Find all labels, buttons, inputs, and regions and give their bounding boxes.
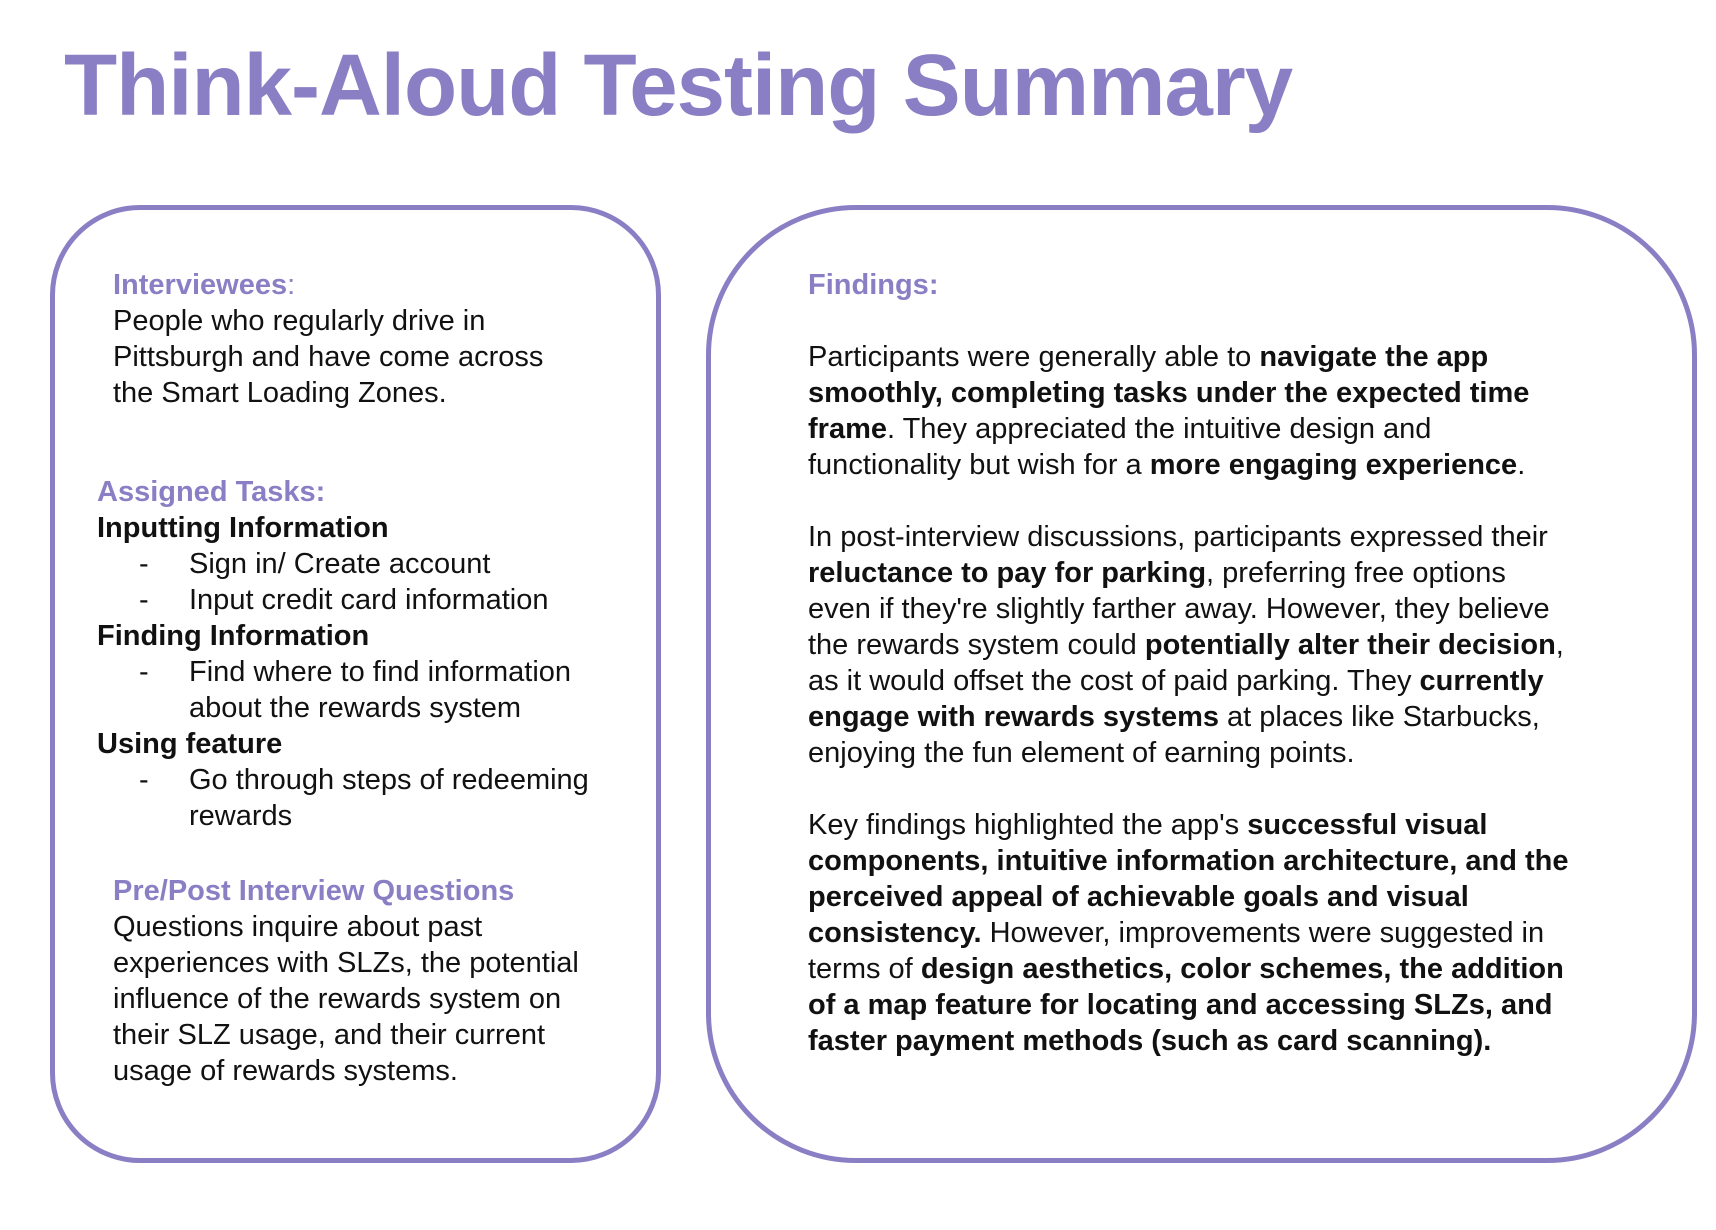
interview-questions-text — [113, 909, 643, 1089]
body-text: enjoying the fun element of earning points. — [808, 737, 1355, 769]
task-item-text — [179, 546, 490, 582]
task-item-line: Input credit card information — [189, 584, 549, 616]
body-text: as it would offset the cost of paid parking. They — [808, 665, 1420, 697]
interviewees-text — [113, 303, 643, 411]
task-item-text — [179, 762, 589, 834]
dash-bullet: - — [139, 764, 149, 796]
spacer — [808, 771, 1608, 807]
body-text: functionality but wish for a — [808, 449, 1150, 481]
task-group-title: Using feature — [97, 728, 283, 760]
body-text: Participants were generally able to — [808, 341, 1260, 373]
findings-paragraph — [808, 339, 1608, 483]
task-group-title: Inputting Information — [97, 512, 389, 544]
emphasis-text: frame — [808, 413, 887, 445]
emphasis-text: smoothly, completing tasks under the expected time — [808, 377, 1530, 409]
spacer — [808, 483, 1608, 519]
body-text: . — [1517, 449, 1526, 481]
task-item — [97, 582, 657, 618]
task-item — [97, 654, 657, 726]
body-text: . They appreciated the intuitive design and — [887, 413, 1432, 445]
emphasis-text: engage with rewards systems — [808, 701, 1219, 733]
interviewees-line: the Smart Loading Zones. — [113, 377, 447, 409]
questions-line: experiences with SLZs, the potential — [113, 947, 579, 979]
findings-paragraph — [808, 807, 1608, 1059]
interview-questions-section — [113, 873, 643, 1089]
questions-line: usage of rewards systems. — [113, 1055, 458, 1087]
emphasis-text: of a map feature for locating and accessing SLZs, and — [808, 989, 1553, 1021]
emphasis-text: navigate the app — [1259, 341, 1489, 373]
findings-heading: Findings: — [808, 269, 939, 301]
interviewees-heading-colon: : — [287, 269, 296, 301]
task-item-line: about the rewards system — [189, 692, 522, 724]
questions-line: Questions inquire about past — [113, 911, 483, 943]
body-text: In post-interview discussions, participants expressed their — [808, 521, 1548, 553]
interviewees-heading — [113, 267, 643, 303]
spacer — [808, 303, 1608, 339]
page-title: Think-Aloud Testing Summary — [64, 37, 1293, 134]
emphasis-text: perceived appeal of achievable goals and visual — [808, 881, 1469, 913]
questions-line: influence of the rewards system on — [113, 983, 562, 1015]
body-text: , — [1555, 629, 1564, 661]
task-item-line: Sign in/ Create account — [189, 548, 491, 580]
task-item-line: Go through steps of redeeming — [189, 764, 589, 796]
interviewees-section — [113, 267, 643, 411]
questions-line: their SLZ usage, and their current — [113, 1019, 546, 1051]
interviewees-line: People who regularly drive in — [113, 305, 486, 337]
emphasis-text: consistency. — [808, 917, 982, 949]
interviewees-heading-label: Interviewees — [113, 269, 288, 301]
emphasis-text: reluctance to pay for parking — [808, 557, 1207, 589]
assigned-tasks-heading: Assigned Tasks: — [97, 476, 326, 508]
body-text: Key findings highlighted the app's — [808, 809, 1248, 841]
task-group-title: Finding Information — [97, 620, 370, 652]
task-item — [97, 762, 657, 834]
task-item-text — [179, 654, 571, 726]
emphasis-text: successful visual — [1247, 809, 1488, 841]
task-item — [97, 546, 657, 582]
interview-questions-heading: Pre/Post Interview Questions — [113, 875, 515, 907]
body-text: , preferring free options — [1206, 557, 1506, 589]
emphasis-text: currently — [1419, 665, 1544, 697]
task-item-line: rewards — [189, 800, 293, 832]
emphasis-text: components, intuitive information architecture, and the — [808, 845, 1569, 877]
emphasis-text: potentially alter their decision — [1144, 629, 1556, 661]
emphasis-text: faster payment methods (such as card scanning). — [808, 1025, 1492, 1057]
body-text: even if they're slightly farther away. However, they believe — [808, 593, 1550, 625]
emphasis-text: more engaging experience — [1149, 449, 1518, 481]
assigned-tasks-section — [97, 474, 657, 834]
task-item-text — [179, 582, 548, 618]
findings-section — [808, 267, 1608, 1059]
dash-bullet: - — [139, 548, 149, 580]
dash-bullet: - — [139, 656, 149, 688]
body-text: at places like Starbucks, — [1219, 701, 1540, 733]
dash-bullet: - — [139, 584, 149, 616]
task-item-line: Find where to find information — [189, 656, 572, 688]
body-text: the rewards system could — [808, 629, 1145, 661]
findings-paragraph — [808, 519, 1608, 771]
body-text: terms of — [808, 953, 921, 985]
emphasis-text: design aesthetics, color schemes, the addition — [920, 953, 1564, 985]
body-text: However, improvements were suggested in — [981, 917, 1545, 949]
interviewees-line: Pittsburgh and have come across — [113, 341, 544, 373]
